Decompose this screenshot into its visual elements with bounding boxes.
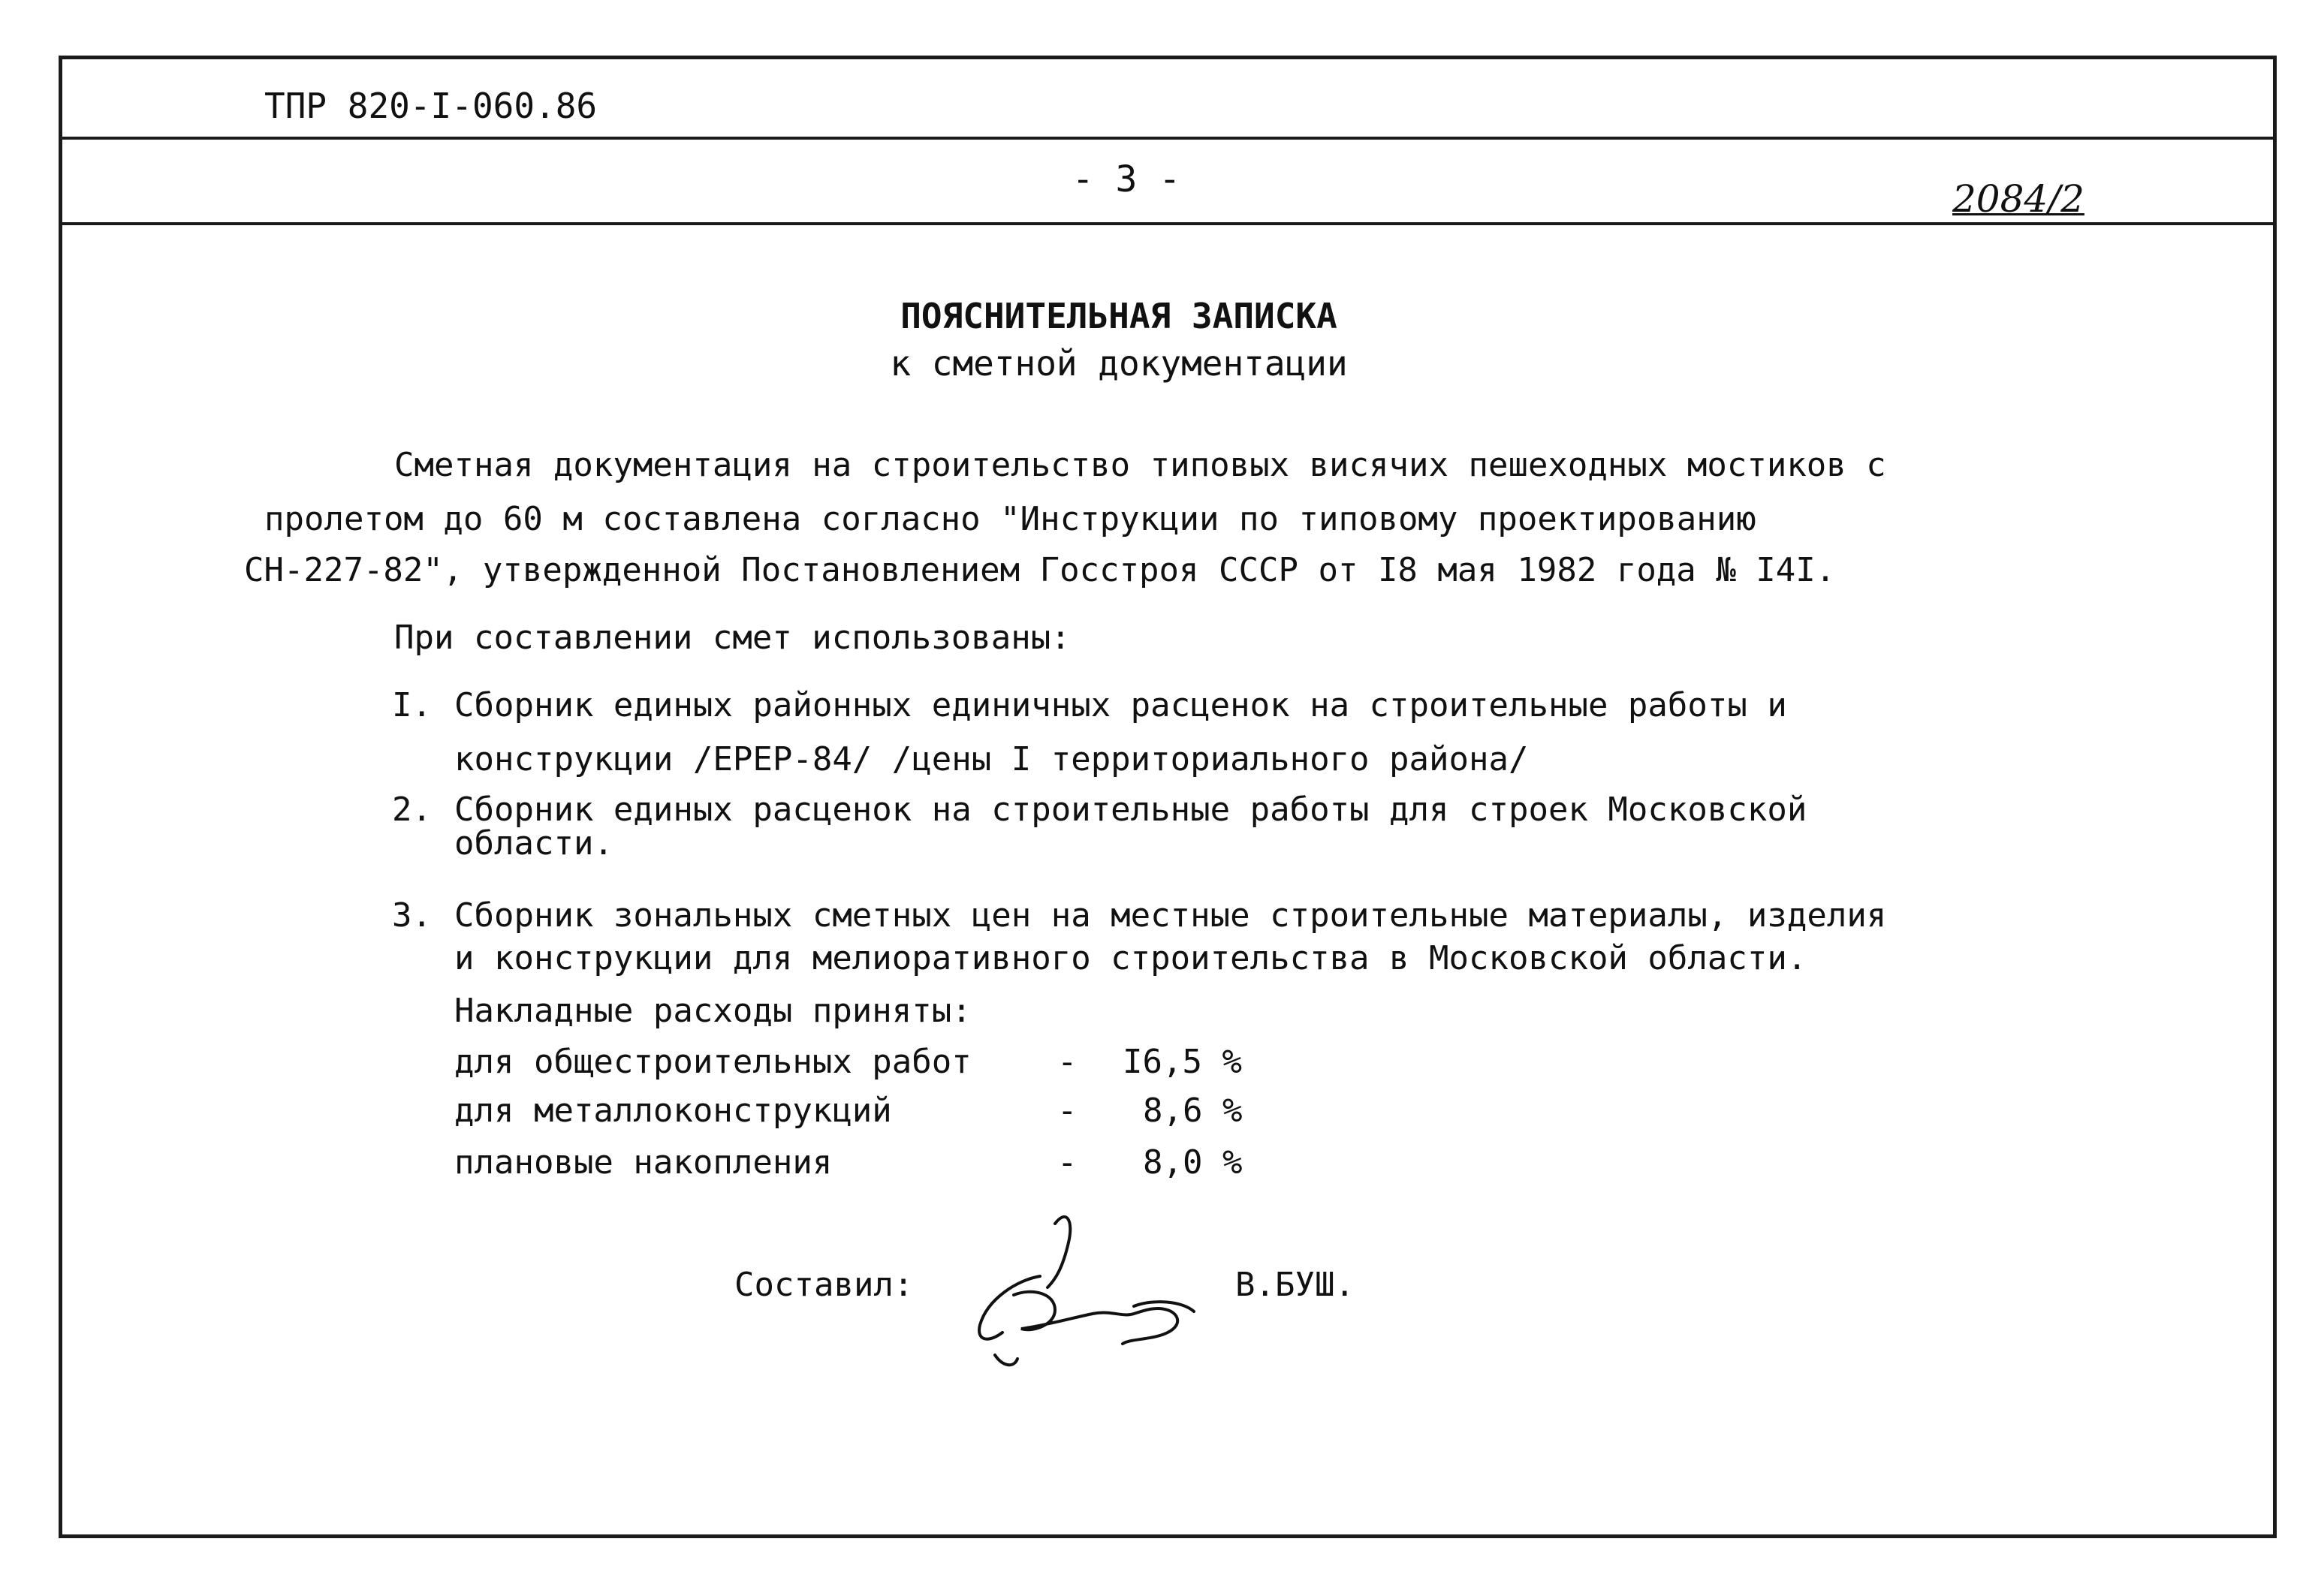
header-divider-2: [59, 222, 2277, 225]
handwritten-signature: [942, 1205, 1228, 1378]
list-item-1-line-1: Сборник единых районных единичных расценок на строительные работы и: [454, 686, 1787, 724]
list-item-3-number: 3.: [392, 896, 432, 935]
intro-line-1: Сметная документация на строительство типовых висячих пешеходных мостиков с: [394, 446, 1886, 484]
list-item-3-line-1: Сборник зональных сметных цен на местные строительные материалы, изделия: [454, 896, 1887, 935]
list-item-2-line-2: области.: [454, 824, 613, 863]
note-title: ПОЯСНИТЕЛЬНАЯ ЗАПИСКА: [900, 296, 1337, 336]
note-subtitle: к сметной документации: [890, 343, 1348, 384]
signature-name: В.БУШ.: [1235, 1266, 1355, 1304]
overhead-row-3-dash: -: [1057, 1143, 1078, 1182]
overheads-heading: Накладные расходы приняты:: [454, 992, 972, 1030]
overhead-row-2-value: 8,6 %: [1143, 1092, 1243, 1130]
intro-line-3: СН-227-82", утвержденной Постановлением Госстроя СССР от I8 мая 1982 года № I4I.: [244, 551, 1836, 589]
list-item-2-number: 2.: [392, 790, 432, 829]
sheet-ref: 2084/2: [1952, 177, 2084, 221]
overhead-row-1-value: I6,5 %: [1123, 1043, 1242, 1081]
doc-code: ТПР 820-I-060.86: [264, 86, 598, 126]
overhead-row-1-dash: -: [1057, 1043, 1078, 1081]
overhead-row-2-label: для металлоконструкций: [454, 1092, 892, 1130]
intro-line-2: пролетом до 60 м составлена согласно "Инструкции по типовому проектированию: [264, 500, 1756, 538]
overhead-row-3-value: 8,0 %: [1143, 1143, 1243, 1182]
overhead-row-3-label: плановые накопления: [454, 1143, 833, 1182]
overhead-row-1-label: для общестроительных работ: [454, 1043, 972, 1081]
overhead-row-2-dash: -: [1057, 1092, 1078, 1130]
page-number: - 3 -: [1072, 158, 1181, 200]
list-item-1-number: I.: [392, 686, 432, 724]
signature-label: Составил:: [734, 1266, 914, 1304]
list-item-1-line-2: конструкции /ЕРЕР-84/ /цены I территориального района/: [454, 740, 1529, 778]
list-item-2-line-1: Сборник единых расценок на строительные работы для строек Московской: [454, 790, 1807, 829]
list-item-3-line-2: и конструкции для мелиоративного строительства в Московской области.: [454, 939, 1807, 977]
used-heading: При составлении смет использованы:: [394, 619, 1071, 657]
header-divider-1: [59, 137, 2277, 140]
